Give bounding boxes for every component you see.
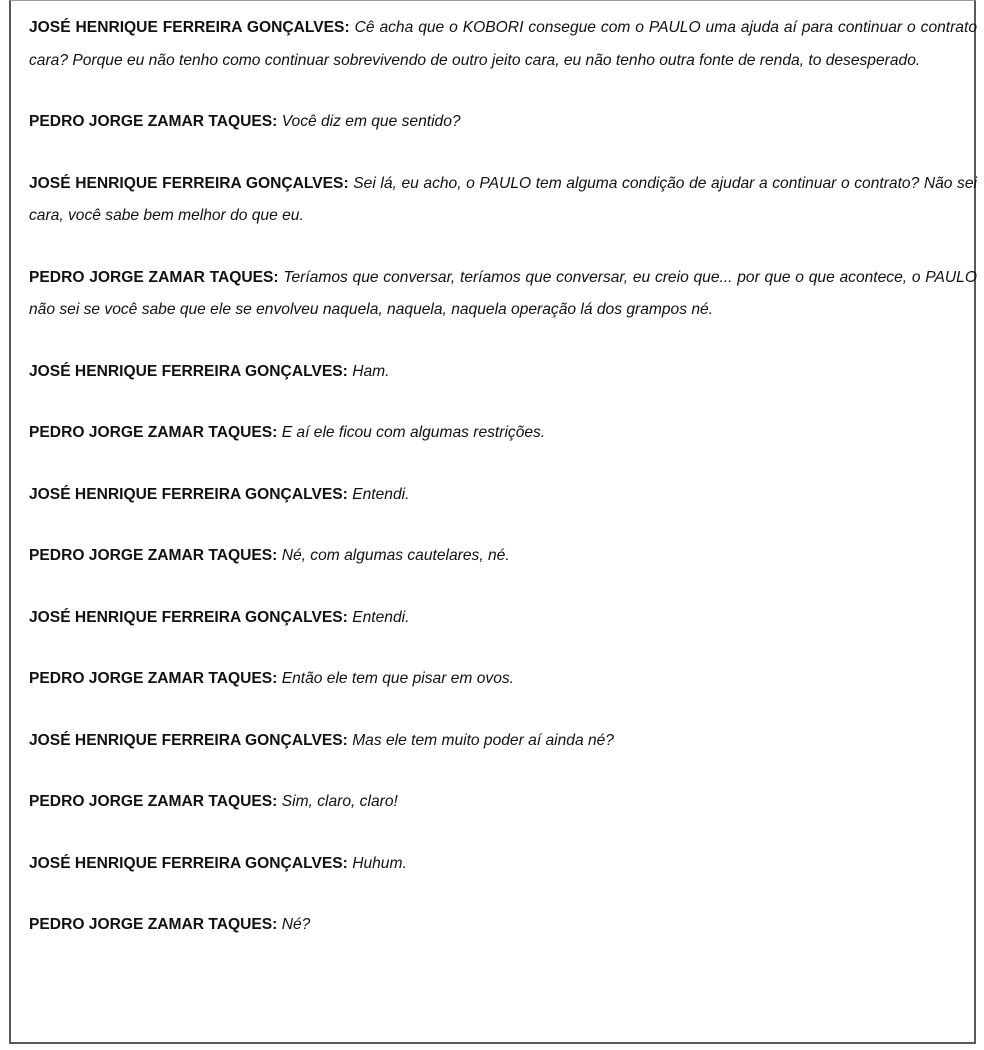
dialogue-entry [29, 540, 977, 573]
document-frame [9, 0, 976, 1044]
dialogue-entry [29, 602, 977, 635]
dialogue-entry [29, 479, 977, 512]
transcript [29, 12, 977, 971]
dialogue-entry [29, 262, 977, 327]
dialogue-entry [29, 725, 977, 758]
speaker-name: PEDRO JORGE ZAMAR TAQUES: [29, 793, 278, 810]
speech-text: Cê acha que o KOBORI consegue com o PAULO uma ajuda aí para continuar o contrato cara? Porque eu não tenho como continuar sobrevivendo de outro jeito cara, eu não tenho outra fonte de renda, to desesperado. [29, 19, 977, 69]
speaker-name: PEDRO JORGE ZAMAR TAQUES: [29, 547, 278, 564]
speaker-name: JOSÉ HENRIQUE FERREIRA GONÇALVES: [29, 608, 348, 626]
speaker-name: JOSÉ HENRIQUE FERREIRA GONÇALVES: [29, 174, 349, 192]
speaker-name: JOSÉ HENRIQUE FERREIRA GONÇALVES: [29, 19, 350, 36]
speaker-name: PEDRO JORGE ZAMAR TAQUES: [29, 916, 278, 933]
speech-text: Sei lá, eu acho, o PAULO tem alguma condição de ajudar a continuar o contrato? Não sei cara, você sabe bem melhor do que eu. [29, 174, 977, 224]
speaker-name: JOSÉ HENRIQUE FERREIRA GONÇALVES: [29, 854, 348, 872]
speaker-name: PEDRO JORGE ZAMAR TAQUES: [29, 113, 278, 130]
dialogue-entry [29, 786, 977, 819]
speech-text: Né, com algumas cautelares, né. [281, 547, 510, 564]
speech-text: Entendi. [352, 608, 410, 626]
dialogue-entry [29, 848, 977, 881]
dialogue-entry [29, 663, 977, 696]
dialogue-entry [29, 106, 977, 139]
speech-text: Teríamos que conversar, teríamos que conversar, eu creio que... por que o que acontece, o PAULO não sei se você sabe que ele se envolveu naquela, naquela, naquela operação lá dos grampos né. [29, 268, 977, 318]
dialogue-entry [29, 356, 977, 389]
dialogue-entry [29, 417, 977, 450]
speaker-name: JOSÉ HENRIQUE FERREIRA GONÇALVES: [29, 485, 348, 503]
dialogue-entry [29, 12, 977, 77]
speaker-name: PEDRO JORGE ZAMAR TAQUES: [29, 670, 278, 687]
dialogue-entry [29, 909, 977, 942]
speech-text: Então ele tem que pisar em ovos. [281, 670, 515, 687]
speaker-name: JOSÉ HENRIQUE FERREIRA GONÇALVES: [29, 362, 348, 380]
speech-text: Huhum. [352, 854, 407, 872]
speech-text: Mas ele tem muito poder aí ainda né? [352, 731, 614, 749]
speech-text: Ham. [352, 362, 390, 380]
speech-text: Sim, claro, claro! [281, 793, 398, 810]
speaker-name: JOSÉ HENRIQUE FERREIRA GONÇALVES: [29, 731, 348, 749]
speech-text: Entendi. [352, 485, 410, 503]
speaker-name: PEDRO JORGE ZAMAR TAQUES: [29, 424, 278, 441]
dialogue-entry [29, 168, 977, 233]
speaker-name: PEDRO JORGE ZAMAR TAQUES: [29, 268, 279, 286]
speech-text: Você diz em que sentido? [281, 113, 461, 130]
speech-text: E aí ele ficou com algumas restrições. [281, 424, 546, 441]
speech-text: Né? [281, 916, 311, 933]
